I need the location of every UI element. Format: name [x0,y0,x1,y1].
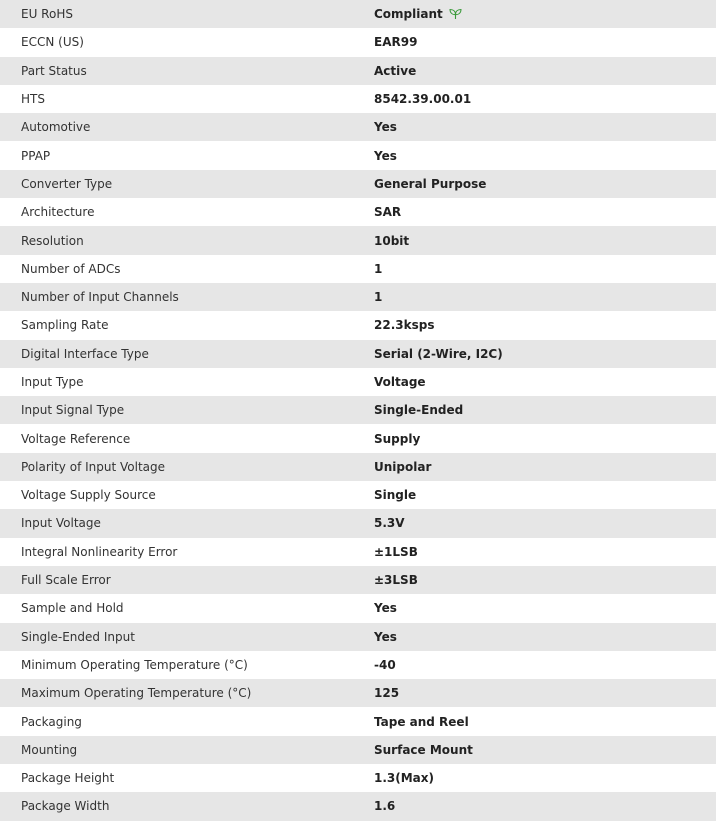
leaf-icon [449,8,462,20]
spec-row-single-ended-input [0,623,716,651]
spec-value: 8542.39.00.01 [374,92,472,107]
spec-value: Voltage [374,375,426,389]
spec-value: Compliant [374,7,443,22]
spec-label: Number of ADCs [21,261,121,276]
spec-row-eu-rohs [0,0,716,28]
spec-value: Unipolar [374,459,432,474]
spec-row-mounting [0,736,716,764]
spec-label: Polarity of Input Voltage [21,459,166,474]
spec-row-max-operating-temperature [0,679,716,707]
spec-value: 125 [374,686,400,701]
spec-label: Package Height [21,771,115,786]
spec-label: Number of Input Channels [21,290,179,305]
spec-row-full-scale-error [0,566,716,594]
spec-row-eccn [0,28,716,56]
spec-row-input-voltage [0,509,716,537]
spec-row-ppap [0,141,716,169]
spec-label: EU RoHS [21,7,73,22]
spec-value: Single-Ended [374,403,464,418]
spec-row-input-signal-type [0,396,716,424]
spec-row-converter-type [0,170,716,198]
spec-label: Single-Ended Input [21,629,135,644]
spec-value: 1.3(Max) [374,771,435,786]
spec-label: Voltage Reference [21,431,131,446]
spec-label: Input Type [21,375,84,389]
spec-label: Input Signal Type [21,403,125,418]
spec-row-number-of-adcs [0,255,716,283]
spec-label: Input Voltage [21,516,101,531]
spec-value: 22.3ksps [374,318,435,333]
spec-value: 10bit [374,233,410,248]
spec-label: Mounting [21,742,78,757]
spec-value: Supply [374,431,421,446]
spec-value: Tape and Reel [374,714,469,729]
spec-label: Sampling Rate [21,318,109,333]
spec-value: 1 [374,261,383,276]
spec-row-architecture [0,198,716,226]
spec-row-integral-nonlinearity-error [0,538,716,566]
spec-value: Serial (2-Wire, I2C) [374,346,503,361]
spec-value: -40 [374,657,396,672]
spec-row-digital-interface-type [0,340,716,368]
spec-label: ECCN (US) [21,35,84,50]
spec-label: HTS [21,92,45,107]
spec-value: ±1LSB [374,544,418,559]
spec-row-voltage-supply-source [0,481,716,509]
spec-value: 1.6 [374,799,396,814]
spec-label: Package Width [21,799,110,814]
spec-row-hts [0,85,716,113]
spec-row-sampling-rate [0,311,716,339]
spec-row-number-of-input-channels [0,283,716,311]
spec-value: Yes [374,148,397,163]
spec-value: Yes [374,120,397,135]
spec-value: ±3LSB [374,573,418,588]
spec-value: General Purpose [374,176,487,191]
spec-value: SAR [374,205,402,220]
spec-label: Full Scale Error [21,573,111,588]
spec-row-part-status [0,57,716,85]
spec-row-voltage-reference [0,424,716,452]
spec-label: PPAP [21,148,51,163]
spec-label: Automotive [21,120,91,135]
spec-row-min-operating-temperature [0,651,716,679]
spec-value: 1 [374,290,383,305]
spec-label: Digital Interface Type [21,346,149,361]
spec-value: EAR99 [374,35,418,50]
spec-row-polarity-of-input-voltage [0,453,716,481]
spec-label: Maximum Operating Temperature (°C) [21,686,252,701]
spec-row-package-height [0,764,716,792]
spec-row-input-type [0,368,716,396]
spec-value: Surface Mount [374,742,473,757]
spec-row-sample-and-hold [0,594,716,622]
spec-value: Yes [374,601,397,616]
spec-value: Active [374,63,417,78]
spec-label: Architecture [21,205,95,220]
spec-label: Integral Nonlinearity Error [21,544,178,559]
spec-label: Converter Type [21,176,113,191]
spec-label: Sample and Hold [21,601,124,616]
spec-label: Part Status [21,63,87,78]
spec-label: Resolution [21,233,84,248]
spec-row-resolution [0,226,716,254]
spec-value: Yes [374,629,397,644]
spec-row-package-width [0,792,716,820]
spec-value: Single [374,488,417,503]
spec-row-automotive [0,113,716,141]
spec-label: Packaging [21,714,82,729]
spec-row-packaging [0,707,716,735]
spec-label: Voltage Supply Source [21,488,156,503]
spec-value-cell [373,0,716,28]
spec-value: 5.3V [374,516,405,531]
spec-label: Minimum Operating Temperature (°C) [21,657,248,672]
